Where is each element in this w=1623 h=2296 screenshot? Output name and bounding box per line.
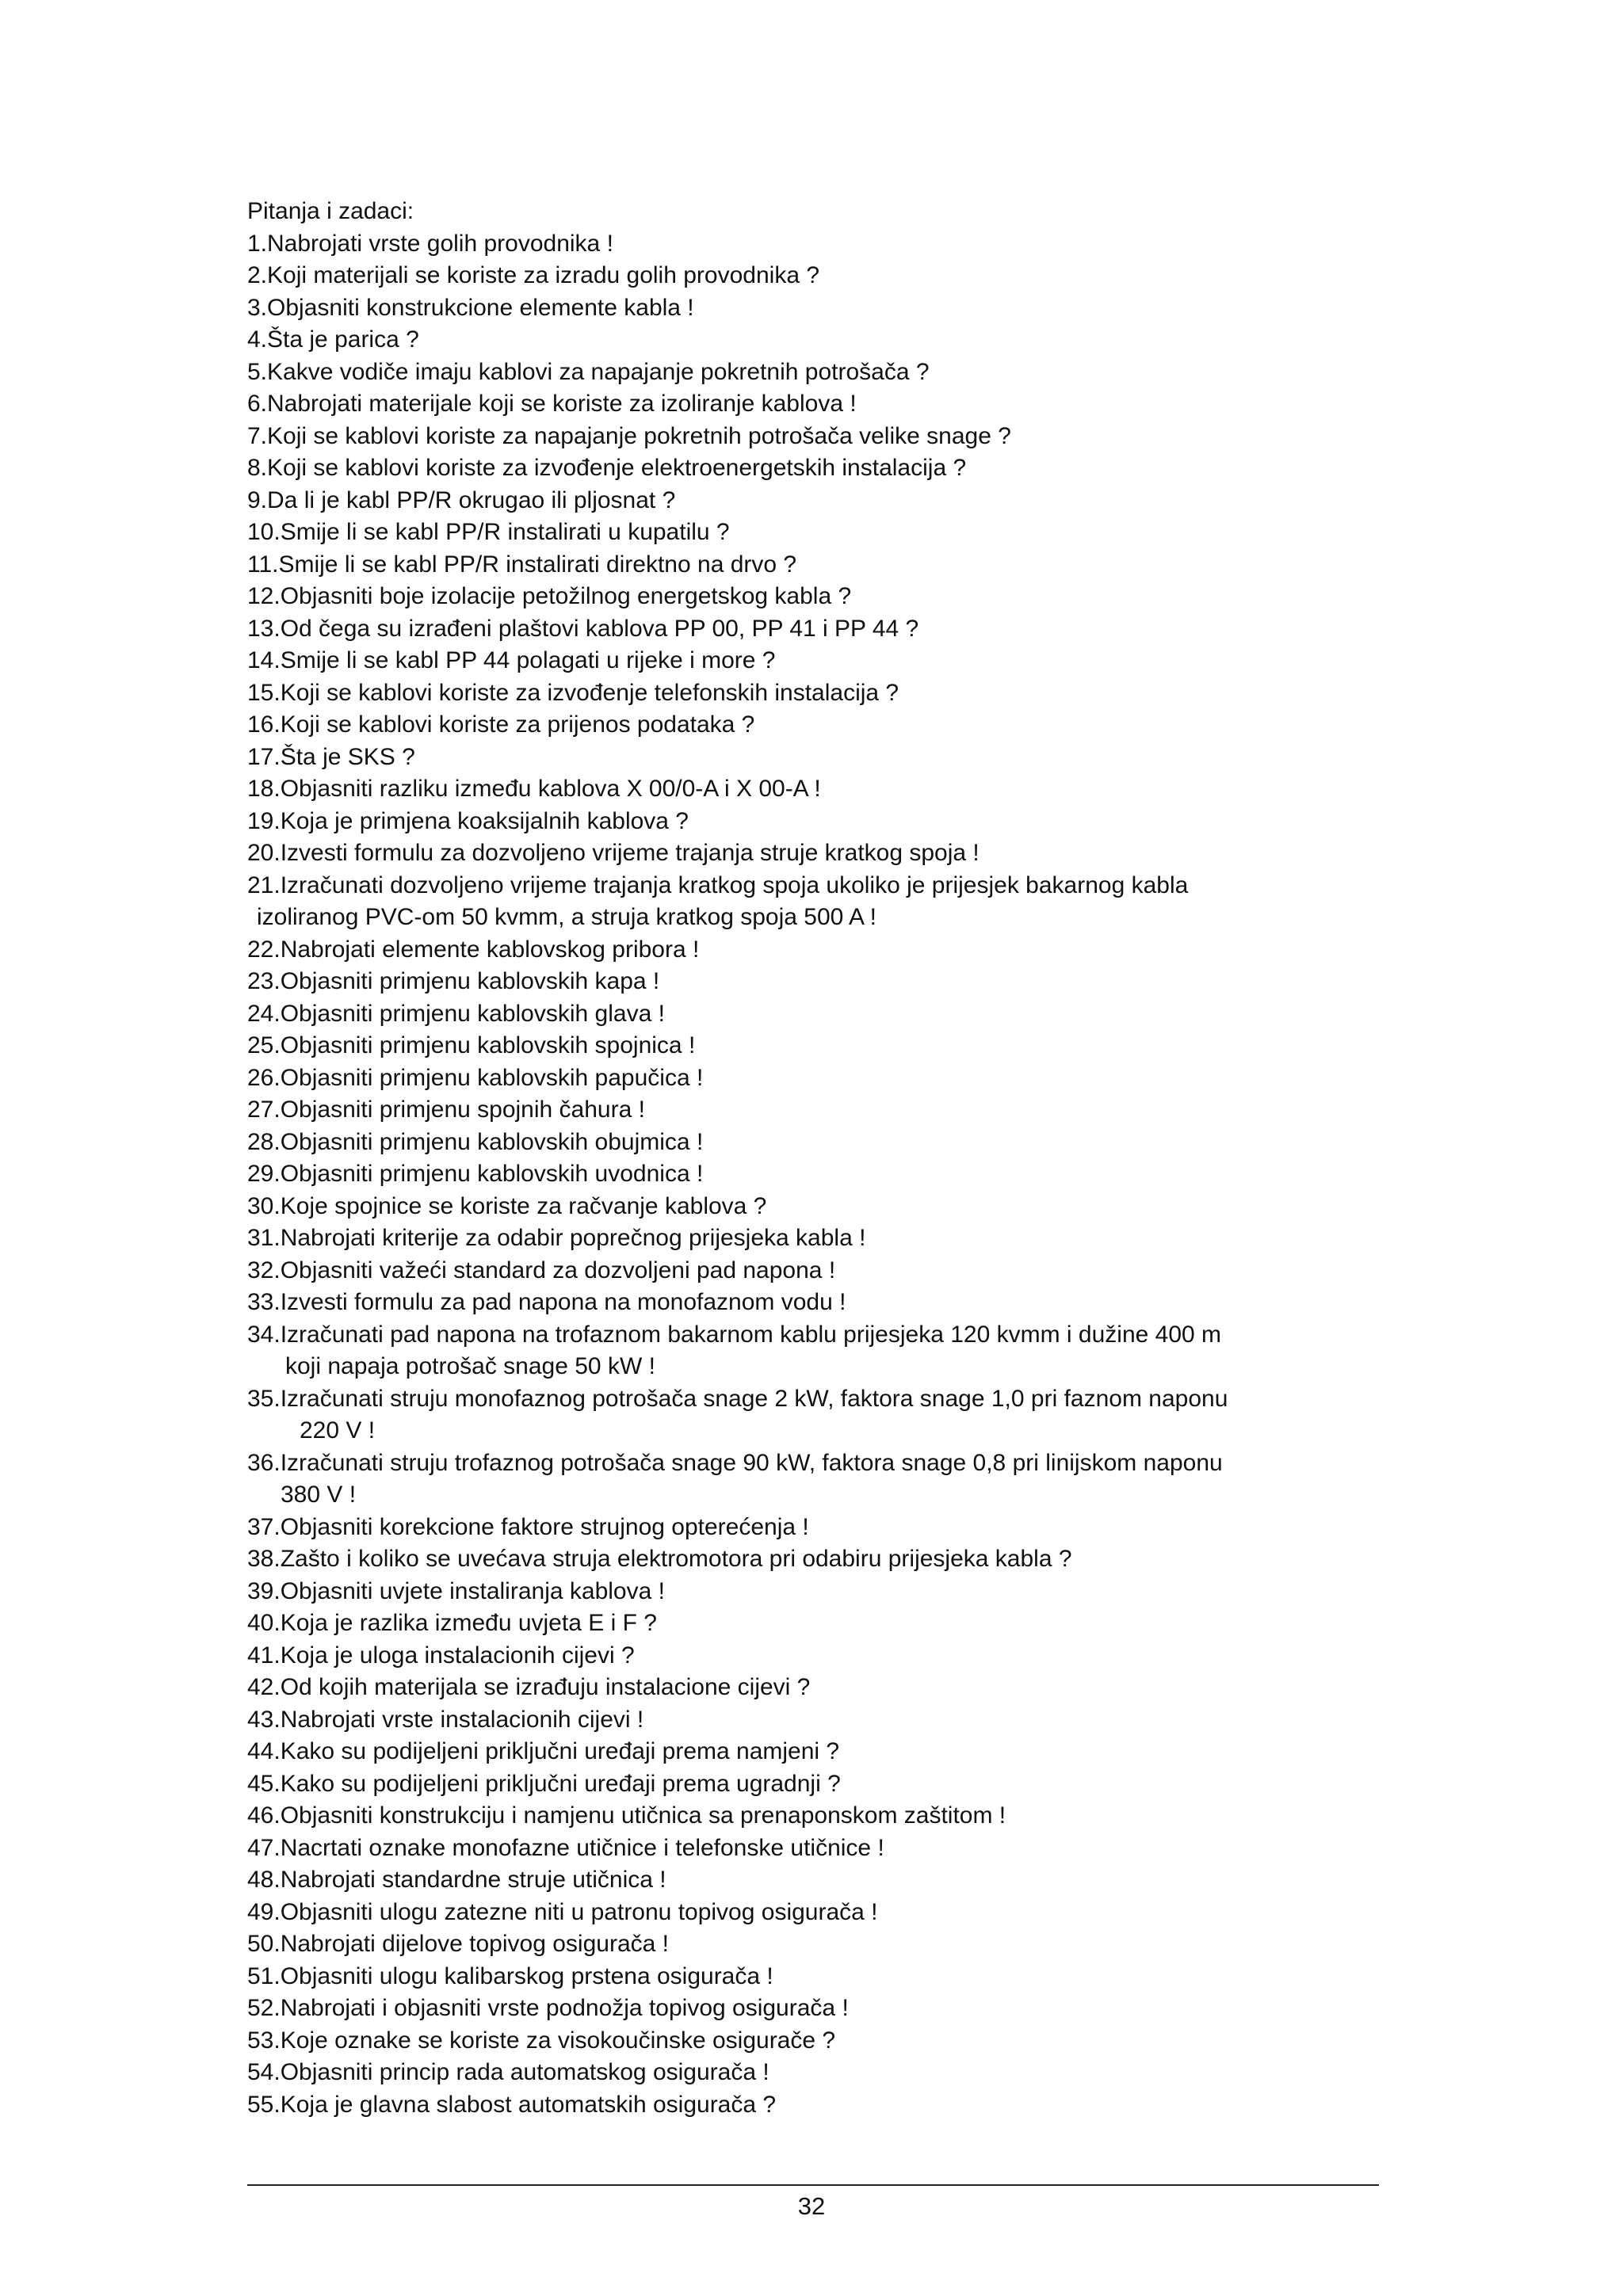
question-item (247, 1608, 1388, 1640)
question-item (247, 260, 1388, 292)
question-item (247, 806, 1388, 838)
question-item (247, 1928, 1388, 1961)
question-text: 14.Smije li se kabl PP 44 polagati u rijeke i more ? (247, 647, 776, 673)
question-text-continuation: 380 V ! (281, 1482, 357, 1508)
question-item (247, 1736, 1388, 1768)
footer-divider (247, 2184, 1379, 2186)
question-item (247, 452, 1388, 485)
question-text: 17.Šta je SKS ? (247, 743, 415, 770)
question-item (247, 517, 1388, 549)
question-item (247, 292, 1388, 325)
question-text: 50.Nabrojati dijelove topivog osigurača ! (247, 1931, 669, 1957)
question-item (247, 742, 1388, 774)
question-text: 31.Nabrojati kriterije za odabir poprečnog prijesjeka kabla ! (247, 1225, 866, 1251)
question-text: 26.Objasniti primjenu kablovskih papučica ! (247, 1064, 704, 1091)
question-text: 22.Nabrojati elemente kablovskog pribora ! (247, 936, 700, 963)
question-item (247, 2089, 1388, 2122)
question-item (247, 709, 1388, 742)
question-item (247, 549, 1388, 582)
question-item (247, 1864, 1388, 1897)
question-text: 48.Nabrojati standardne struje utičnica ! (247, 1867, 666, 1893)
question-item (247, 1768, 1388, 1801)
question-text: 23.Objasniti primjenu kablovskih kapa ! (247, 968, 660, 994)
question-item (247, 1158, 1388, 1191)
question-text: 25.Objasniti primjenu kablovskih spojnica ! (247, 1032, 696, 1058)
question-item (247, 357, 1388, 389)
question-text: 45.Kako su podijeljeni priključni uređaji prema ugradnji ? (247, 1770, 841, 1797)
question-item (247, 1255, 1388, 1287)
question-item (247, 388, 1388, 421)
question-item (247, 324, 1388, 357)
question-text: 28.Objasniti primjenu kablovskih obujmica ! (247, 1128, 704, 1155)
question-text: 42.Od kojih materijala se izrađuju instalacione cijevi ? (247, 1674, 811, 1700)
question-item (247, 1993, 1388, 2025)
question-text: 54.Objasniti princip rada automatskog osigurača ! (247, 2059, 769, 2085)
question-text: 12.Objasniti boje izolacije petožilnog energetskog kabla ? (247, 583, 852, 609)
question-text: 15.Koji se kablovi koriste za izvođenje telefonskih instalacija ? (247, 679, 899, 706)
question-item (247, 645, 1388, 677)
question-text: 6.Nabrojati materijale koji se koriste za izoliranje kablova ! (247, 391, 857, 417)
section-heading: Pitanja i zadaci: (247, 198, 414, 224)
question-text: 29.Objasniti primjenu kablovskih uvodnica ! (247, 1161, 704, 1187)
question-text: 39.Objasniti uvjete instaliranja kablova ! (247, 1577, 665, 1604)
question-item (247, 1833, 1388, 1865)
page-number: 32 (797, 2192, 826, 2220)
question-item (247, 773, 1388, 806)
question-text: 32.Objasniti važeći standard za dozvoljeni pad napona ! (247, 1257, 836, 1283)
question-text: 5.Kakve vodiče imaju kablovi za napajanje pokretnih potrošača ? (247, 358, 930, 385)
question-text: 38.Zašto i koliko se uvećava struja elektromotora pri odabiru prijesjeka kabla ? (247, 1546, 1072, 1572)
question-text: 34.Izračunati pad napona na trofaznom bakarnom kablu prijesjeka 120 kvmm i dužine 400 m (247, 1321, 1222, 1348)
question-text: 46.Objasniti konstrukciju i namjenu utičnica sa prenaponskom zaštitom ! (247, 1802, 1006, 1829)
question-text: 53.Koje oznake se koriste za visokoučinske osigurače ? (247, 2027, 836, 2054)
question-text: 8.Koji se kablovi koriste za izvođenje elektroenergetskih instalacija ? (247, 455, 967, 481)
question-text: 44.Kako su podijeljeni priključni uređaji prema namjeni ? (247, 1738, 840, 1764)
question-item (247, 998, 1388, 1031)
question-text: 11.Smije li se kabl PP/R instalirati direktno na drvo ? (247, 551, 797, 578)
question-item (247, 1672, 1388, 1704)
question-item (247, 1961, 1388, 1993)
question-text: 16.Koji se kablovi koriste za prijenos podataka ? (247, 711, 755, 738)
question-item (247, 870, 1388, 934)
question-item (247, 1191, 1388, 1223)
questions-section (247, 196, 1388, 2121)
question-item (247, 1800, 1388, 1833)
question-text: 51.Objasniti ulogu kalibarskog prstena osigurača ! (247, 1962, 773, 1989)
question-text: 2.Koji materijali se koriste za izradu golih provodnika ? (247, 262, 820, 288)
question-item (247, 1127, 1388, 1159)
question-text-continuation: koji napaja potrošač snage 50 kW ! (285, 1353, 655, 1379)
question-text: 37.Objasniti korekcione faktore strujnog opterećenja ! (247, 1513, 809, 1540)
question-item (247, 1094, 1388, 1127)
question-item (247, 1512, 1388, 1544)
question-text: 55.Koja je glavna slabost automatskih osigurača ? (247, 2091, 777, 2118)
question-text: 10.Smije li se kabl PP/R instalirati u kupatilu ? (247, 519, 730, 545)
question-item (247, 934, 1388, 967)
question-item (247, 1704, 1388, 1737)
question-item (247, 228, 1388, 261)
question-text: 47.Nacrtati oznake monofazne utičnice i telefonske utičnice ! (247, 1834, 884, 1861)
questions-list (247, 228, 1388, 2122)
question-text: 52.Nabrojati i objasniti vrste podnožja topivog osigurača ! (247, 1995, 849, 2021)
question-text: 1.Nabrojati vrste golih provodnika ! (247, 230, 613, 257)
question-text: 24.Objasniti primjenu kablovskih glava ! (247, 1000, 665, 1027)
question-item (247, 1447, 1388, 1512)
question-item (247, 837, 1388, 870)
question-text: 40.Koja je razlika između uvjeta E i F ? (247, 1610, 657, 1636)
question-item (247, 1543, 1388, 1576)
question-text: 18.Objasniti razliku između kablova X 00/0-A i X 00-A ! (247, 776, 821, 802)
question-text-continuation: 220 V ! (300, 1417, 376, 1444)
question-item (247, 421, 1388, 453)
question-text: 3.Objasniti konstrukcione elemente kabla ! (247, 294, 694, 321)
question-text: 49.Objasniti ulogu zatezne niti u patronu topivog osigurača ! (247, 1898, 878, 1925)
question-item (247, 2025, 1388, 2058)
question-text: 36.Izračunati struju trofaznog potrošača snage 90 kW, faktora snage 0,8 pri linijskom naponu (247, 1449, 1223, 1476)
question-item (247, 613, 1388, 646)
question-item (247, 1222, 1388, 1255)
question-text: 4.Šta je parica ? (247, 326, 419, 353)
question-text: 35.Izračunati struju monofaznog potrošača snage 2 kW, faktora snage 1,0 pri faznom naponu (247, 1385, 1228, 1412)
question-item (247, 1576, 1388, 1608)
question-item (247, 1062, 1388, 1095)
question-item (247, 485, 1388, 517)
question-text: 33.Izvesti formulu za pad napona na monofaznom vodu ! (247, 1289, 846, 1315)
question-item (247, 581, 1388, 613)
question-item (247, 1319, 1388, 1383)
question-item (247, 2057, 1388, 2089)
question-item (247, 966, 1388, 998)
question-text: 21.Izračunati dozvoljeno vrijeme trajanja kratkog spoja ukoliko je prijesjek bakarnog kabla (247, 871, 1189, 898)
question-item (247, 1287, 1388, 1319)
question-item (247, 1640, 1388, 1672)
question-item (247, 1383, 1388, 1447)
question-text: 13.Od čega su izrađeni plaštovi kablova PP 00, PP 41 i PP 44 ? (247, 615, 919, 642)
question-item (247, 677, 1388, 710)
question-text: 9.Da li je kabl PP/R okrugao ili pljosnat ? (247, 486, 676, 513)
question-text: 7.Koji se kablovi koriste za napajanje pokretnih potrošača velike snage ? (247, 422, 1011, 449)
question-text: 27.Objasniti primjenu spojnih čahura ! (247, 1097, 645, 1123)
question-text: 41.Koja je uloga instalacionih cijevi ? (247, 1642, 635, 1669)
question-text: 30.Koje spojnice se koriste za račvanje kablova ? (247, 1192, 767, 1219)
question-item (247, 1897, 1388, 1929)
question-text-continuation: izoliranog PVC-om 50 kvmm, a struja kratkog spoja 500 A ! (257, 904, 877, 930)
question-text: 19.Koja je primjena koaksijalnih kablova ? (247, 807, 689, 834)
question-text: 43.Nabrojati vrste instalacionih cijevi ! (247, 1706, 644, 1733)
question-text: 20.Izvesti formulu za dozvoljeno vrijeme trajanja struje kratkog spoja ! (247, 840, 980, 866)
question-item (247, 1030, 1388, 1062)
